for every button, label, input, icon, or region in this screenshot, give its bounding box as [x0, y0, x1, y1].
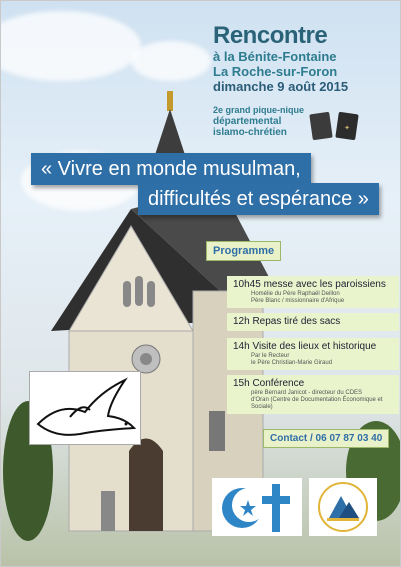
programme-item-detail: Homélie du Père Raphaël Deillon	[251, 291, 340, 297]
theme-banner-2: difficultés et espérance »	[138, 183, 379, 215]
theme-banner-1: « Vivre en monde musulman,	[31, 153, 311, 185]
programme-item-heading: 14h Visite des lieux et historique	[233, 341, 377, 352]
programme-item-detail: le Père Christian-Marie Giraud	[251, 360, 333, 366]
programme-item	[227, 276, 399, 308]
programme-item-detail: père Bernard Janicot - directeur du CDES	[251, 390, 363, 396]
crescent-cross-logo	[212, 478, 302, 536]
books-icon	[309, 111, 363, 141]
programme-item	[227, 375, 399, 414]
programme-item-heading: 15h Conférence	[233, 378, 305, 389]
picnic-line3: islamo-chrétien	[213, 127, 287, 138]
programme-item-heading: 12h Repas tiré des sacs	[233, 316, 341, 327]
cloud	[131, 41, 211, 81]
event-title: Rencontre	[213, 22, 328, 49]
mountain-seal-icon	[309, 478, 377, 536]
dove-icon	[30, 372, 140, 444]
programme-item-detail: d'Oran (Centre de Documentation Économique et Sociale)	[251, 397, 383, 410]
programme-item	[227, 338, 399, 370]
cloud	[0, 11, 141, 81]
picnic-line1: 2e grand pique-nique	[213, 105, 305, 115]
event-town: La Roche-sur-Foron	[213, 64, 338, 79]
event-location: à la Bénite-Fontaine	[213, 49, 337, 64]
programme-item	[227, 313, 399, 331]
programme-item-heading: 10h45 messe avec les paroissiens	[233, 279, 386, 290]
programme-item-detail: Par le Recteur	[251, 353, 290, 359]
crescent-cross-icon	[212, 478, 302, 536]
contact-tag: Contact / 06 07 87 03 40	[263, 429, 389, 448]
dove-logo	[29, 371, 141, 445]
event-title-block	[213, 23, 393, 94]
picnic-line2: départemental	[213, 116, 282, 127]
event-date: dimanche 9 août 2015	[213, 79, 349, 94]
diocese-logo	[309, 478, 377, 536]
picnic-block	[213, 105, 323, 138]
programme-tag: Programme	[206, 241, 281, 261]
svg-text:✦: ✦	[344, 124, 350, 132]
programme-item-detail: Père Blanc / missionnaire d'Afrique	[251, 298, 345, 304]
